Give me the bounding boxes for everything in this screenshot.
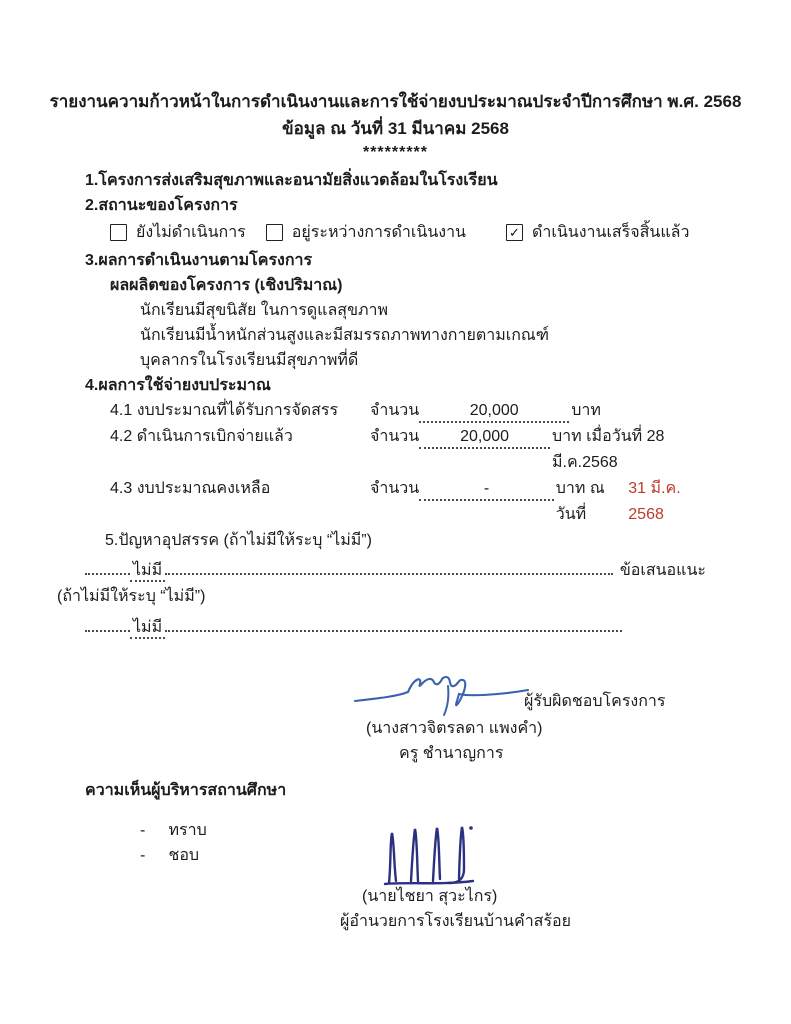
document-body xyxy=(85,168,706,584)
director-position: ผู้อำนวยการโรงเรียนบ้านคำสร้อย xyxy=(340,913,572,930)
document-title-line2: ข้อมูล ณ วันที่ 31 มีนาคม 2568 xyxy=(282,119,509,138)
section-5-heading: 5.ปัญหาอุปสรรค (ถ้าไม่มีให้ระบุ “ไม่มี”) xyxy=(105,532,372,549)
opinion-label: ทราบ xyxy=(168,822,207,839)
checkbox-label: อยู่ระหว่างการดำเนินงาน xyxy=(291,224,466,241)
checkbox-label: ยังไม่ดำเนินการ xyxy=(136,224,246,241)
amount-word: จำนวน xyxy=(370,402,420,419)
suggestion-label: ข้อเสนอแนะ xyxy=(619,562,706,579)
dotted-leader xyxy=(165,553,613,575)
budget-label: 4.2 ดำเนินการเบิกจ่ายแล้ว xyxy=(110,428,293,445)
responsible-signature-icon xyxy=(352,669,532,719)
status-option-in-progress xyxy=(266,219,466,246)
signature-zone xyxy=(0,639,791,1024)
opinion-label: ชอบ xyxy=(168,847,200,864)
document-title-line1: รายงานความก้าวหน้าในการดำเนินงานและการใช้จ่ายงบประมาณประจำปีการศึกษา พ.ศ. 2568 xyxy=(49,92,742,111)
section-3-heading: 3.ผลการดำเนินงานตามโครงการ xyxy=(85,252,313,269)
checkbox-not-started[interactable] xyxy=(110,224,127,241)
result-item: บุคลากรในโรงเรียนมีสุขภาพที่ดี xyxy=(140,352,359,369)
amount-field-disbursed[interactable]: 20,000 xyxy=(419,427,550,449)
amount-field-remaining[interactable]: - xyxy=(419,479,554,501)
amount-unit: บาท ณ วันที่ xyxy=(555,480,605,523)
status-option-completed xyxy=(506,219,689,246)
budget-row-allocated xyxy=(110,398,706,424)
budget-row-disbursed xyxy=(110,424,706,476)
amount-unit-and-date: บาท เมื่อวันที่ 28 มี.ค.2568 xyxy=(551,428,665,471)
director-name: (นายไชยา สุวะไกร) xyxy=(362,888,498,905)
checkbox-completed[interactable]: ✓ xyxy=(506,224,523,241)
dotted-leader xyxy=(165,610,622,632)
status-options-row xyxy=(110,219,706,246)
checkbox-in-progress[interactable] xyxy=(266,224,283,241)
opinion-item-approved xyxy=(140,843,199,868)
responsible-role: ผู้รับผิดชอบโครงการ xyxy=(524,693,666,710)
director-opinion-heading: ความเห็นผู้บริหารสถานศึกษา xyxy=(85,782,287,799)
status-option-not-started xyxy=(110,219,246,246)
suggestion-note: (ถ้าไม่มีให้ระบุ “ไม่มี”) xyxy=(57,588,206,605)
suggestion-answer-line xyxy=(85,610,622,639)
amount-unit: บาท xyxy=(571,402,601,419)
dash-bullet: - xyxy=(140,822,146,839)
amount-field-allocated[interactable]: 20,000 xyxy=(419,401,569,423)
problems-answer-line xyxy=(85,553,706,584)
budget-row-remaining xyxy=(110,476,706,528)
dotted-leader xyxy=(85,553,130,575)
remaining-date-red: 31 มี.ค. 2568 xyxy=(628,480,681,523)
responsible-name: (นางสาวจิตรลดา แพงคำ) xyxy=(366,720,543,737)
section-3-subheading: ผลผลิตของโครงการ (เชิงปริมาณ) xyxy=(110,277,343,294)
divider-stars: ********* xyxy=(362,144,429,161)
checkbox-label: ดำเนินงานเสร็จสิ้นแล้ว xyxy=(531,224,690,241)
amount-word: จำนวน xyxy=(370,428,420,445)
budget-label: 4.3 งบประมาณคงเหลือ xyxy=(110,480,271,497)
opinion-item-acknowledged xyxy=(140,818,207,843)
section-2-heading: 2.สถานะของโครงการ xyxy=(85,197,238,214)
dotted-leader xyxy=(85,610,130,632)
amount-word: จำนวน xyxy=(370,480,420,497)
document-header xyxy=(0,0,791,164)
result-item: นักเรียนมีน้ำหนักส่วนสูงและมีสมรรถภาพทางกายตามเกณฑ์ xyxy=(140,327,550,344)
problems-answer[interactable]: ไม่มี xyxy=(130,558,165,582)
responsible-position: ครู ชำนาญการ xyxy=(399,745,504,762)
dash-bullet: - xyxy=(140,847,146,864)
suggestion-answer[interactable]: ไม่มี xyxy=(130,615,165,639)
director-signature-icon xyxy=(383,825,478,889)
section-4-heading: 4.ผลการใช้จ่ายงบประมาณ xyxy=(85,377,271,394)
budget-label: 4.1 งบประมาณที่ได้รับการจัดสรร xyxy=(110,402,339,419)
section-1-heading: 1.โครงการส่งเสริมสุขภาพและอนามัยสิ่งแวดล้อมในโรงเรียน xyxy=(85,172,498,189)
result-item: นักเรียนมีสุขนิสัย ในการดูแลสุขภาพ xyxy=(140,302,389,319)
